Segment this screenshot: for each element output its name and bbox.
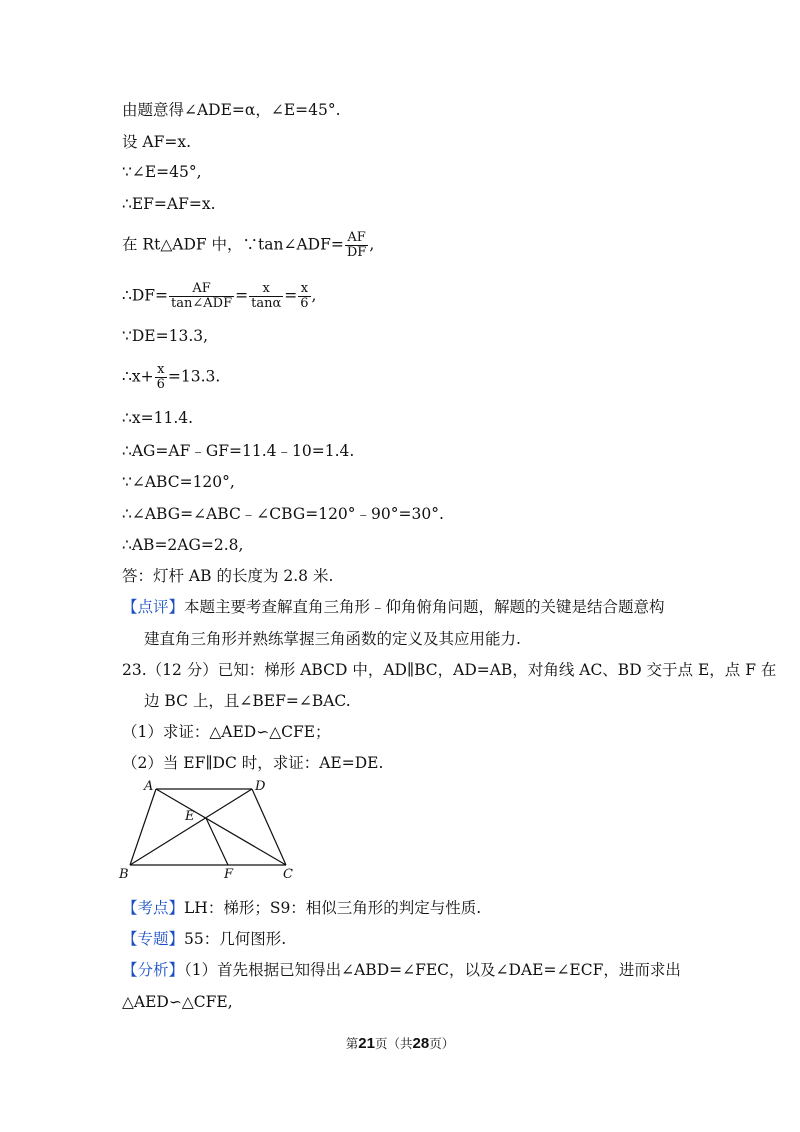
footer-prefix: 第	[345, 1036, 359, 1051]
footer-middle: 页（共	[374, 1036, 413, 1051]
page-footer	[0, 1034, 800, 1052]
text: =13.3.	[167, 367, 221, 386]
solution-line-3: ∵∠E=45°,	[122, 163, 202, 181]
problem-23-line-1: 23.（12 分）已知：梯形 ABCD 中，AD∥BC，AD=AB，对角线 AC、BD 交于点 E，点 F 在	[122, 661, 777, 679]
review-tag: 【点评】	[122, 598, 185, 616]
zhuanti-text: 55：几何图形.	[184, 930, 287, 948]
equals: =	[235, 286, 249, 305]
trapezoid-figure	[118, 778, 308, 882]
numerator: x	[300, 281, 309, 296]
diagonal-bd	[130, 789, 252, 865]
problem-23-part-2: （2）当 EF∥DC 时，求证：AE=DE.	[122, 754, 384, 772]
solution-line-4: ∴EF=AF=x.	[122, 195, 216, 213]
review-line-2: 建直角三角形并熟练掌握三角函数的定义及其应用能力.	[144, 630, 521, 648]
solution-line-7: ∵DE=13.3,	[122, 327, 209, 345]
label-d: D	[255, 779, 266, 794]
fraction-af-tan-adf	[169, 282, 234, 311]
fenxi-tag: 【分析】	[122, 961, 185, 979]
kaodian-text: LH：梯形；S9：相似三角形的判定与性质.	[184, 899, 482, 917]
solution-line-11: ∵∠ABC=120°,	[122, 473, 235, 491]
review-line	[122, 596, 665, 618]
footer-suffix: 页）	[429, 1036, 455, 1051]
fraction-af-df	[345, 231, 368, 260]
zhuanti-tag: 【专题】	[122, 930, 185, 948]
solution-line-9: ∴x=11.4.	[122, 409, 194, 427]
numerator: x	[262, 281, 270, 296]
problem-23-line-2: 边 BC 上，且∠BEF=∠BAC.	[144, 692, 351, 710]
solution-line-10: ∴AG=AF﹣GF=11.4﹣10=1.4.	[122, 442, 355, 460]
text: ∴DF=	[122, 286, 169, 305]
solution-line-12: ∴∠ABG=∠ABC﹣∠CBG=120°﹣90°=30°.	[122, 505, 444, 523]
review-text: 本题主要考查解直角三角形﹣仰角俯角问题，解题的关键是结合题意构	[184, 598, 665, 616]
label-e: E	[185, 809, 195, 824]
solution-line-8	[122, 363, 220, 392]
denominator: 6	[300, 296, 309, 311]
text: ,	[369, 235, 375, 254]
solution-line-1: 由题意得∠ADE=α，∠E=45°.	[122, 101, 341, 119]
segment-dc	[252, 789, 286, 865]
fenxi-text: （1）首先根据已知得出∠ABD=∠FEC，以及∠DAE=∠ECF，进而求出	[184, 961, 681, 979]
denominator: tanα	[251, 296, 282, 311]
kaodian-line	[122, 897, 481, 919]
total-pages: 28	[412, 1035, 430, 1052]
solution-line-13: ∴AB=2AG=2.8,	[122, 536, 244, 554]
denominator: 6	[156, 377, 165, 392]
solution-line-5	[122, 231, 374, 260]
label-a: A	[144, 779, 154, 794]
fenxi-line	[122, 959, 681, 981]
problem-23-part-1: （1）求证：△AED∽△CFE；	[122, 723, 331, 741]
kaodian-tag: 【考点】	[122, 899, 185, 917]
fraction-x-tan-alpha	[249, 282, 283, 311]
label-c: C	[283, 867, 293, 882]
solution-line-2: 设 AF=x.	[122, 133, 192, 151]
numerator: AF	[347, 230, 366, 245]
denominator: tan∠ADF	[171, 296, 233, 311]
fraction-x-6	[298, 282, 310, 311]
solution-line-6	[122, 282, 316, 311]
text: ,	[311, 286, 317, 305]
answer-line: 答：灯杆 AB 的长度为 2.8 米.	[122, 567, 334, 585]
diagonal-ac	[156, 789, 286, 865]
fraction-x-6	[155, 363, 167, 392]
segment-ab	[130, 789, 156, 865]
label-f: F	[224, 867, 234, 882]
zhuanti-line	[122, 928, 286, 950]
denominator: DF	[346, 245, 367, 260]
fenxi-line-2: △AED∽△CFE,	[122, 993, 233, 1011]
page-number: 21	[358, 1035, 375, 1052]
label-b: B	[119, 867, 129, 882]
equals: =	[284, 286, 298, 305]
text: ∴x+	[122, 367, 154, 386]
text: 在 Rt△ADF 中，∵tan∠ADF=	[122, 235, 344, 254]
numerator: AF	[192, 281, 211, 296]
numerator: x	[157, 362, 165, 377]
